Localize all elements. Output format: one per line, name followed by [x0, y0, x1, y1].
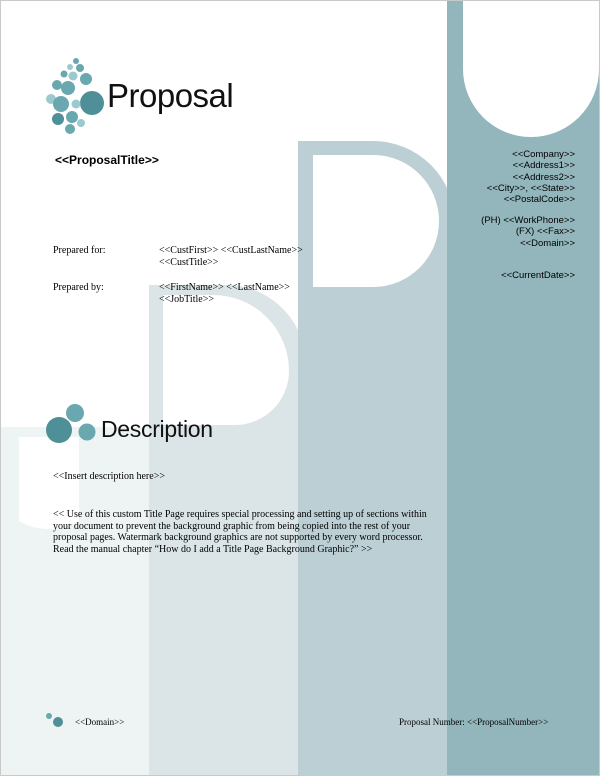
company-block — [487, 149, 575, 205]
logo-bubbles-icon — [45, 57, 107, 137]
current-date: <<CurrentDate>> — [501, 270, 575, 281]
prepared-for-label: Prepared for: — [53, 245, 106, 256]
company-phone: (PH) <<WorkPhone>> — [481, 215, 575, 226]
company-domain: <<Domain>> — [520, 237, 575, 249]
company-city-state: <<City>>, <<State>> — [486, 182, 575, 194]
prepared-for-title: <<CustTitle>> — [159, 257, 219, 268]
footer-domain: <<Domain>> — [75, 717, 125, 727]
footer-bubbles-icon — [45, 712, 67, 728]
description-body: << Use of this custom Title Page requires special processing and setting up of sections within your document to prevent the background graphic from being copied into the rest of your proposal pages. Watermark background graphics are not supported by every word processor. Read the manual chapter “How do I add a Title Page Background Graphic?” >> — [53, 509, 427, 555]
description-bubbles-icon — [45, 403, 97, 447]
company-name: <<Company>> — [512, 149, 575, 160]
description-placeholder: <<Insert description here>> — [53, 471, 165, 482]
company-address2: <<Address2>> — [512, 171, 575, 183]
prepared-by-title: <<JobTitle>> — [159, 294, 214, 305]
proposal-title: <<ProposalTitle>> — [55, 153, 159, 167]
company-address1: <<Address1>> — [512, 160, 575, 172]
description-heading: Description — [101, 416, 213, 442]
contact-block — [481, 215, 575, 249]
footer-proposal-number: Proposal Number: <<ProposalNumber>> — [399, 717, 549, 727]
company-postal-code: <<PostalCode>> — [503, 194, 575, 206]
page-title: Proposal — [107, 77, 234, 114]
prepared-by-name: <<FirstName>> <<LastName>> — [159, 282, 290, 293]
prepared-by-label: Prepared by: — [53, 282, 104, 293]
company-fax: (FX) <<Fax>> — [515, 226, 575, 238]
prepared-for-name: <<CustFirst>> <<CustLastName>> — [159, 245, 303, 256]
